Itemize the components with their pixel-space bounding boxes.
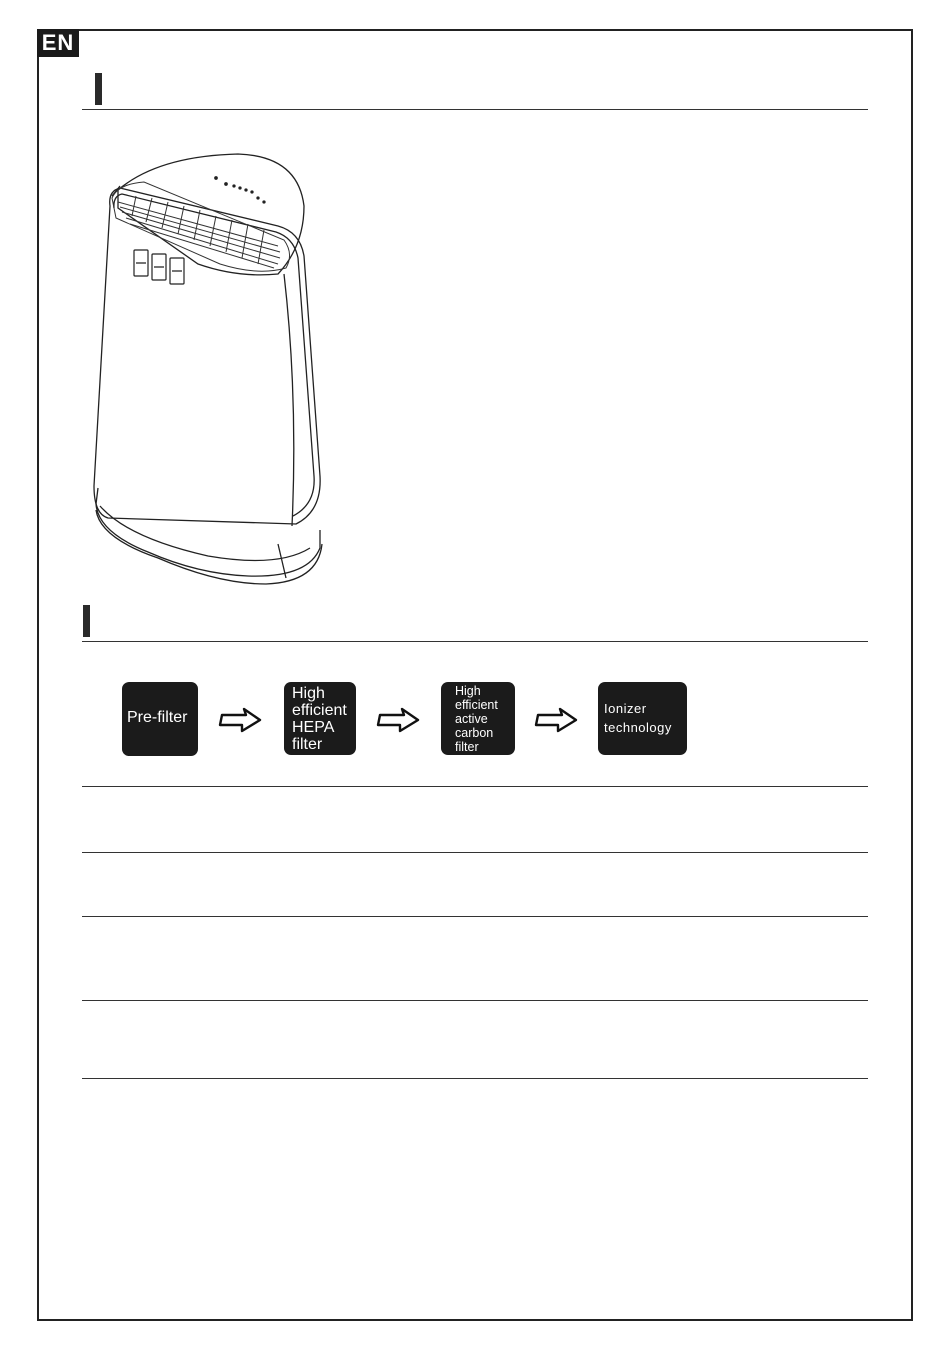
- flow-step-label-line: HEPA: [292, 719, 335, 736]
- flow-step-label: Pre-filter: [127, 709, 188, 726]
- flow-step-label-line: filter: [455, 740, 479, 754]
- flow-step-label-line: High: [455, 684, 481, 698]
- separator-rule: [82, 1078, 868, 1079]
- flow-step-carbon-filter: [441, 682, 515, 755]
- flow-step-label-line: efficient: [292, 702, 347, 719]
- flow-step-ionizer: [598, 682, 687, 755]
- flow-step-pre-filter: [122, 682, 198, 756]
- section-2-rule: [82, 641, 868, 642]
- flow-step-hepa-filter: [284, 682, 356, 755]
- separator-rule: [82, 786, 868, 787]
- separator-rule: [82, 852, 868, 853]
- section-1-rule: [82, 109, 868, 110]
- flow-step-label-line: efficient: [455, 698, 498, 712]
- flow-step-label-line: active: [455, 712, 488, 726]
- flow-step-label-line: filter: [292, 736, 323, 753]
- flow-step-label-line: technology: [604, 720, 672, 735]
- flow-step-label-line: carbon: [455, 726, 494, 740]
- section-1-marker: [95, 73, 102, 105]
- language-badge: EN: [37, 29, 79, 57]
- separator-rule: [82, 1000, 868, 1001]
- right-outline-arrow-icon: [534, 707, 580, 733]
- right-outline-arrow-icon: [218, 707, 264, 733]
- right-outline-arrow-icon: [376, 707, 422, 733]
- air-purifier-illustration: [88, 146, 333, 591]
- flow-step-label-line: High: [292, 685, 325, 702]
- section-2-marker: [83, 605, 90, 637]
- flow-step-label-line: Ionizer: [604, 701, 647, 716]
- separator-rule: [82, 916, 868, 917]
